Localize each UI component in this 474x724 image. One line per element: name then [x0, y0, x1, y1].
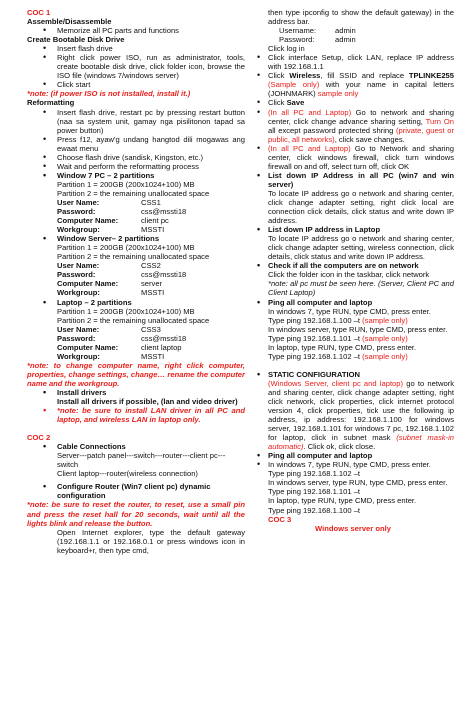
list-item: • Click interface Setup, click LAN, replace IP address with 192.168.1.1 [252, 53, 454, 71]
win7-credentials [27, 198, 245, 234]
note-computer-name: *note: to change computer name, right click computer, properties, change settings, change… rename the computer name and the workgroup. [27, 360, 245, 388]
list-item: • Click Save [252, 98, 454, 107]
list-item: • Insert flash drive [27, 44, 245, 53]
static-config-heading: • STATIC CONFIGURATION [252, 370, 454, 379]
win7-heading: • Window 7 PC – 2 partitions [27, 171, 245, 180]
cred-row: Password: css@mssti18 [57, 207, 187, 217]
laptop-heading: • Laptop – 2 partitions [27, 298, 245, 307]
ping2-server: In windows server, type RUN, type CMD, press enter. [268, 478, 448, 488]
ping-heading: • Ping all computer and laptop [252, 298, 454, 307]
list-item: • Choose flash drive (sandisk, Kingston, etc.) [27, 153, 245, 162]
ipconfig-cont: then type ipconfig to show the default gateway) in the address bar. [268, 8, 454, 27]
list-item: • Wait and perform the reformatting process [27, 162, 245, 171]
check-network-heading: • Check if all the computers are on network [252, 261, 454, 270]
note-must-see: *note: all pc must be seen here. (Server, Client PC and Client Laptop) [268, 279, 454, 298]
laptop-credentials [27, 325, 245, 361]
list-item: • Memorize all PC parts and functions [27, 26, 245, 35]
click-login: Click log in [268, 44, 305, 54]
ping-102: Type ping 192.168.1.102 –t (sample only) [268, 351, 408, 361]
win7-partition-2: Partition 2 = the remaining unallocated space [57, 188, 210, 198]
list-item: • (In all PC and Laptop) Go to Network and sharing center, click windows firewall, click turn windows firewall on and off, select turn off, click OK [252, 144, 454, 171]
coc1-heading: COC 1 [27, 8, 51, 17]
ping2-laptop: In laptop, type RUN, type CMD, press enter. [268, 496, 417, 506]
cred-row: Computer Name: server [57, 279, 163, 289]
win7-partition-1: Partition 1 = 200GB (200x1024+100) MB [57, 179, 195, 189]
password-row: Password: admin [279, 35, 356, 45]
note-lan-driver: • *note: be sure to install LAN driver in all PC and laptop, and wireless LAN in laptop only. [27, 406, 245, 424]
username-row: Username: admin [279, 26, 356, 36]
static-config-body: (Windows Server, client pc and laptop) go to network and sharing center, click change adapter setting, right click network, click properties, click internet protocol version 4, click properties, tick use the following ip address, ip address: 192.168.1.100 for windows server, 192.168.1.101 for windows 7 pc, 192.168.1.102 for laptop, click in subnet mask (subnet mask-in automatic). Click ok, click close. [268, 378, 454, 452]
list-item: • Click Wireless, fill SSID and replace TPLINKE255 (Sample only) with your name in capital letters (JOHNMARK) sample only [252, 71, 454, 98]
configure-router-heading: • Configure Router (Win7 client pc) dynamic configuration [27, 482, 245, 500]
list-ip-heading: • List down IP Address in all PC (win7 and win server) [252, 171, 454, 189]
laptop-partition-1: Partition 1 = 200GB (200x1024+100) MB [57, 306, 195, 316]
server-credentials [27, 261, 245, 297]
list-ip-body: To locate IP address go o network and sharing center, click change adapter setting, right click local are connection click details, click status and write down IP address. [268, 188, 454, 226]
cred-row: Password: css@mssti18 [57, 333, 187, 343]
laptop-partition-2: Partition 2 = the remaining unallocated space [57, 315, 210, 325]
cred-row: Workgroup: MSSTI [57, 225, 165, 235]
cable-line-1: Server---patch panel---switch---router---client pc---switch [57, 451, 226, 470]
ping2-win7: • In windows 7, type RUN, type CMD, press enter. [252, 460, 454, 469]
cred-row: Workgroup: MSSTI [57, 288, 165, 298]
ping2-100: Type ping 192.168.1.100 –t [268, 505, 361, 515]
note-reset-router: *note: be sure to reset the router, to reset, use a small pin and press the reset hall for 20 seconds, wait until all the lights blink and release the button. [27, 500, 245, 528]
list-item: • Right click power ISO, run as administrator, tools, create bootable disk drive, click folder icon, browse the ISO file (windows 7/windows server) [27, 53, 245, 80]
list-ip-laptop-heading: • List down IP address in Laptop [252, 225, 454, 234]
server-partition-2: Partition 2 = the remaining unallocated space [57, 252, 210, 262]
ping2-101: Type ping 192.168.1.101 –t [268, 487, 361, 497]
list-item: • (In all PC and Laptop) Go to network and sharing center, click change advance sharing setting, Turn On all except password protected shring (private, guest or public, all networks), click save changes. [252, 108, 454, 144]
ping-server: In windows server, type RUN, type CMD, press enter. [268, 324, 448, 334]
list-item: • Insert flash drive, restart pc by pressing restart button (naa sa system unit, gamay nga pisilitonon tapad sa power button) [27, 108, 245, 135]
open-ie-text: Open Internet explorer, type the default gateway (192.168.1.1 or 192.168.0.1 or press windows icon in keyboard+r, then type cmd, [57, 527, 245, 555]
ping-101: Type ping 192.168.1.101 –t (sample only) [268, 333, 408, 343]
coc3-heading: COC 3 [268, 514, 292, 524]
cred-row: Computer Name: client pc [57, 216, 169, 226]
cred-row: User Name: CSS3 [57, 324, 161, 334]
cred-row: User Name: CSS1 [57, 197, 161, 207]
install-drivers-heading: • Install drivers [27, 388, 245, 397]
list-ip-laptop-body: To locate IP address go o network and sharing center, click change adapter setting, wireless connection, click details, click status and write down IP address. [268, 234, 454, 262]
install-drivers-body: Install all drivers if possible, (lan and video driver) [57, 397, 238, 407]
list-item: • Click start [27, 80, 245, 89]
ping-win7: In windows 7, type RUN, type CMD, press enter. [268, 306, 431, 316]
cred-row: Computer Name: client laptop [57, 342, 182, 352]
cable-line-2: Client laptop---router(wireless connection) [57, 469, 198, 479]
cred-row: Password: css@mssti18 [57, 270, 187, 280]
windows-server-only: Windows server only [315, 523, 391, 533]
note-power-iso: *note: (if power ISO is not installed, install it.) [27, 89, 191, 99]
cred-row: User Name: CSS2 [57, 261, 161, 271]
right-column [252, 8, 454, 533]
ping-laptop: In laptop, type RUN, type CMD, press enter. [268, 342, 417, 352]
list-item: • Press f12, ayaw'g undang hangtod dili mogawas ang ewaat menu [27, 135, 245, 153]
assemble-heading: Assemble/Disassemble [27, 17, 112, 27]
ping2-102: Type ping 192.168.1.102 –t [268, 469, 361, 479]
check-network-body: Click the folder icon in the taskbar, click network [268, 270, 430, 280]
reformatting-heading: Reformatting [27, 98, 75, 108]
ping-100: Type ping 192.168.1.100 –t (sample only) [268, 315, 408, 325]
ping2-heading: • Ping all computer and laptop [252, 451, 454, 460]
coc2-heading: COC 2 [27, 433, 51, 443]
left-column [27, 8, 245, 555]
create-disk-heading: Create Bootable Disk Drive [27, 35, 125, 45]
cred-row: Workgroup: MSSTI [57, 351, 165, 361]
server-heading: • Window Server– 2 partitions [27, 234, 245, 243]
server-partition-1: Partition 1 = 200GB (200x1024+100) MB [57, 243, 195, 253]
cable-connections-heading: • Cable Connections [27, 442, 245, 451]
